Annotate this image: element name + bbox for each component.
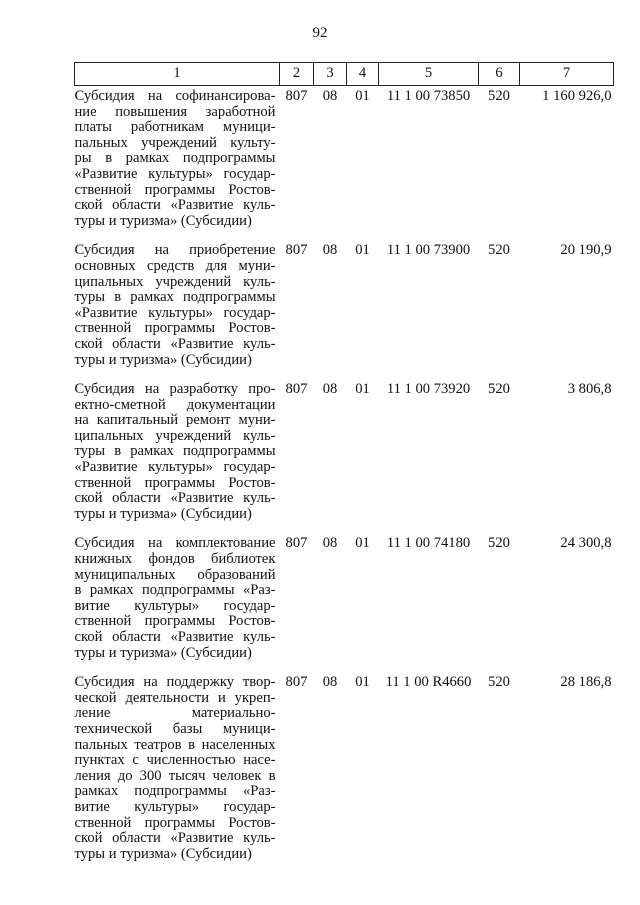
column-header-7: 7 — [520, 63, 614, 86]
description-line: ры в рамках подпрограммы — [74, 150, 276, 167]
description-line: ской области «Развитие куль- — [74, 629, 276, 645]
description-line: в рамках подпрограммы «Раз- — [74, 582, 276, 599]
description-line: туры в рамках подпрограммы — [74, 443, 276, 460]
description-line: витие культуры» государ- — [74, 597, 276, 614]
section-code: 08 — [322, 242, 338, 259]
description-line: ской области «Развитие куль- — [74, 830, 276, 847]
row-description — [75, 382, 280, 536]
row-description — [75, 675, 280, 876]
description-line: основных средств для муни- — [74, 257, 276, 274]
description-line: ление материально- — [74, 705, 276, 722]
description-line: ектно-сметной документации — [74, 396, 276, 413]
description-line: ственной программы Ростов- — [74, 814, 276, 831]
expense-type-code: 520 — [488, 381, 510, 398]
description-line: «Развитие культуры» государ- — [74, 304, 276, 321]
description-line: ческой деятельности и укреп- — [74, 689, 276, 706]
target-article-code: 11 1 00 74180 — [386, 535, 471, 552]
target-article-code: 11 1 00 73920 — [386, 381, 471, 398]
row-description — [75, 86, 280, 244]
expense-type-code: 520 — [488, 674, 510, 691]
description-line: рамках подпрограммы «Раз- — [74, 783, 276, 800]
table-row — [75, 536, 614, 675]
column-header-3: 3 — [314, 63, 347, 86]
description-line: ственной программы Ростов- — [74, 320, 276, 337]
header-row — [75, 63, 614, 86]
section-code: 08 — [322, 674, 338, 691]
description-line: туры и туризма» (Субсидии) — [74, 505, 252, 522]
description-line: платы работникам муници- — [74, 119, 276, 136]
column-header-6: 6 — [479, 63, 520, 86]
table-row — [75, 675, 614, 876]
description-line: ние повышения заработной — [74, 103, 276, 120]
description-line: ственной программы Ростов- — [74, 613, 276, 630]
description-line: пальных учреждений культу- — [74, 134, 276, 151]
section-code: 08 — [322, 381, 338, 398]
description-line: ственной программы Ростов- — [74, 474, 276, 491]
column-header-1: 1 — [75, 63, 280, 86]
expense-type-code: 520 — [488, 88, 510, 104]
description-line: Субсидия на поддержку твор- — [74, 674, 276, 691]
ministry-code: 807 — [285, 88, 308, 104]
description-line: ской области «Развитие куль- — [74, 335, 276, 352]
description-line: туры и туризма» (Субсидии) — [74, 212, 252, 229]
description-line: ципальных учреждений куль- — [74, 427, 276, 444]
ministry-code: 807 — [285, 242, 308, 259]
amount: 28 186,8 — [560, 674, 612, 691]
description-line: ской области «Развитие куль- — [74, 197, 276, 214]
table-row — [75, 382, 614, 536]
ministry-code: 807 — [285, 535, 308, 552]
table-header — [75, 63, 614, 86]
description-line: Субсидия на комплектование — [74, 535, 276, 552]
description-line: на капитальный ремонт муни- — [74, 412, 276, 429]
row-description — [75, 243, 280, 382]
description-line: туры и туризма» (Субсидии) — [74, 845, 252, 862]
description-line: технической базы муници- — [74, 720, 276, 737]
target-article-code: 11 1 00 73850 — [386, 88, 471, 104]
description-line: ления до 300 тысяч человек в — [74, 767, 276, 784]
subsection-code: 01 — [355, 535, 370, 552]
ministry-code: 807 — [285, 381, 308, 398]
table-row — [75, 243, 614, 382]
page-number: 92 — [312, 25, 328, 41]
budget-table — [74, 62, 614, 876]
description-line: туры и туризма» (Субсидии) — [74, 644, 252, 661]
subsection-code: 01 — [355, 381, 370, 398]
ministry-code: 807 — [285, 674, 308, 691]
subsection-code: 01 — [355, 674, 370, 691]
amount: 1 160 926,0 — [542, 88, 612, 104]
amount: 3 806,8 — [567, 381, 612, 398]
column-header-4: 4 — [347, 63, 379, 86]
description-line: туры и туризма» (Субсидии) — [74, 351, 252, 368]
amount: 24 300,8 — [560, 535, 612, 552]
section-code: 08 — [322, 535, 338, 552]
description-line: Субсидия на приобретение — [74, 242, 276, 259]
amount: 20 190,9 — [560, 242, 612, 259]
description-line: витие культуры» государ- — [74, 798, 276, 815]
description-line: «Развитие культуры» государ- — [74, 165, 276, 182]
expense-type-code: 520 — [488, 242, 510, 259]
target-article-code: 11 1 00 73900 — [386, 242, 471, 259]
description-line: пунктах с численностью насе- — [74, 752, 276, 769]
table-row — [75, 86, 614, 244]
table-body — [75, 86, 614, 877]
description-line: муниципальных образований — [74, 566, 276, 583]
description-line: Субсидия на софинансирова- — [74, 88, 276, 104]
expense-type-code: 520 — [488, 535, 510, 552]
description-line: ской области «Развитие куль- — [74, 490, 276, 507]
description-line: книжных фондов библиотек — [74, 551, 276, 568]
description-line: пальных театров в населенных — [74, 736, 276, 753]
subsection-code: 01 — [355, 88, 370, 104]
target-article-code: 11 1 00 R4660 — [385, 674, 472, 691]
description-line: ственной программы Ростов- — [74, 181, 276, 198]
description-line: ципальных учреждений куль- — [74, 273, 276, 290]
section-code: 08 — [322, 88, 338, 104]
description-line: «Развитие культуры» государ- — [74, 459, 276, 476]
row-description — [75, 536, 280, 675]
description-line: Субсидия на разработку про- — [74, 381, 276, 398]
description-line: туры в рамках подпрограммы — [74, 289, 276, 306]
column-header-2: 2 — [280, 63, 314, 86]
column-header-5: 5 — [379, 63, 479, 86]
subsection-code: 01 — [355, 242, 370, 259]
